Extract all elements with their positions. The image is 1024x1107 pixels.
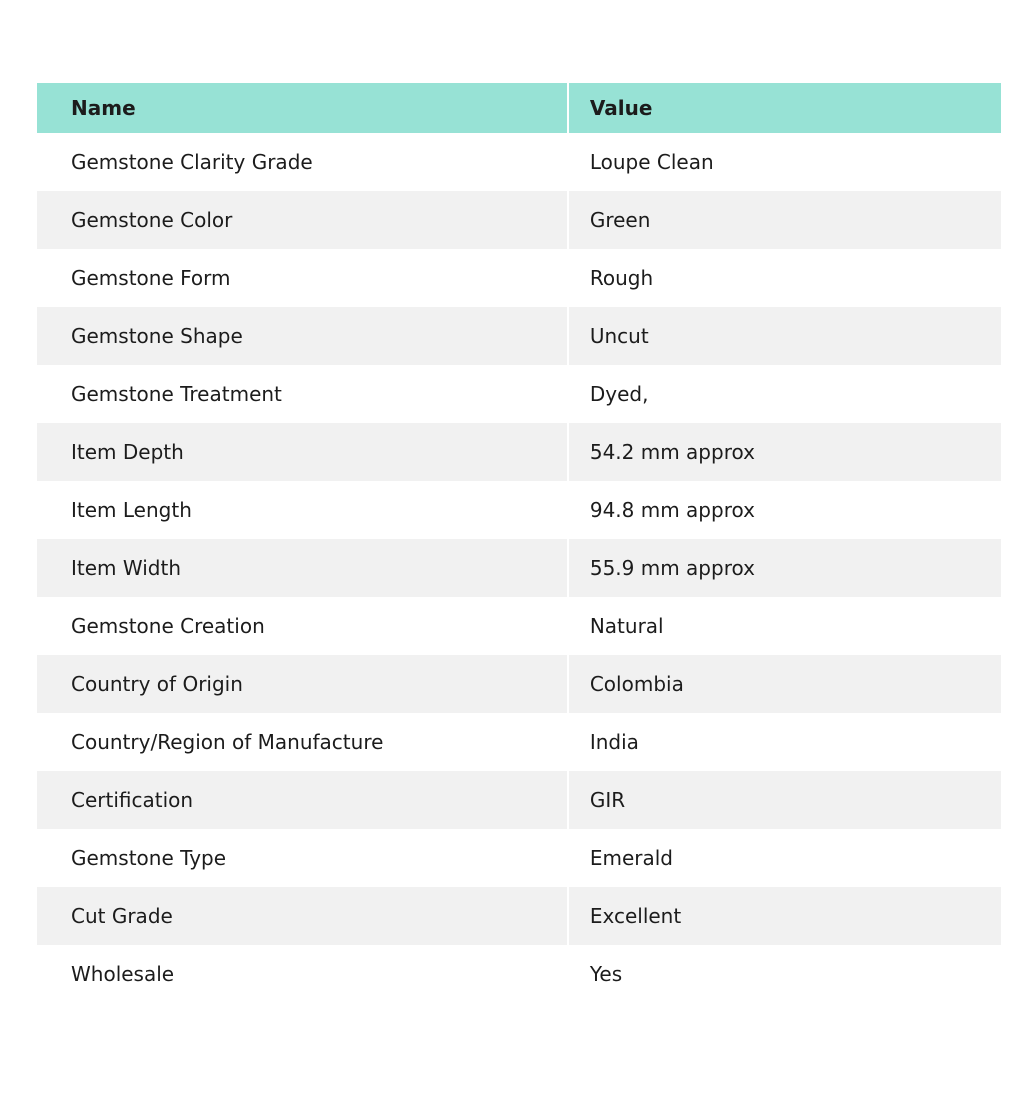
table-row [37,365,1001,423]
column-header-value: Value [568,83,1001,133]
spec-value-cell: Dyed, [568,365,1001,423]
spec-name-cell: Gemstone Creation [37,597,568,655]
spec-value-cell: Colombia [568,655,1001,713]
spec-value-cell: 94.8 mm approx [568,481,1001,539]
spec-value-cell: Loupe Clean [568,133,1001,191]
table-row [37,655,1001,713]
table-row [37,307,1001,365]
spec-name-cell: Gemstone Form [37,249,568,307]
spec-value-cell: Rough [568,249,1001,307]
spec-name-cell: Item Length [37,481,568,539]
spec-name-cell: Gemstone Clarity Grade [37,133,568,191]
table-row [37,829,1001,887]
spec-name-cell: Country of Origin [37,655,568,713]
table-row [37,945,1001,1003]
table-row [37,539,1001,597]
table-row [37,597,1001,655]
table-row [37,771,1001,829]
spec-name-cell: Gemstone Shape [37,307,568,365]
spec-name-cell: Country/Region of Manufacture [37,713,568,771]
table-row [37,133,1001,191]
spec-value-cell: 55.9 mm approx [568,539,1001,597]
table-header-row [37,83,1001,133]
table-row [37,249,1001,307]
spec-value-cell: India [568,713,1001,771]
spec-name-cell: Item Width [37,539,568,597]
spec-value-cell: Natural [568,597,1001,655]
spec-name-cell: Wholesale [37,945,568,1003]
spec-value-cell: Green [568,191,1001,249]
item-specifics-table [37,83,1001,1003]
spec-name-cell: Gemstone Treatment [37,365,568,423]
spec-value-cell: GIR [568,771,1001,829]
spec-value-cell: Excellent [568,887,1001,945]
table-row [37,713,1001,771]
spec-name-cell: Cut Grade [37,887,568,945]
spec-name-cell: Gemstone Type [37,829,568,887]
spec-name-cell: Certification [37,771,568,829]
spec-value-cell: Uncut [568,307,1001,365]
column-header-name: Name [37,83,568,133]
spec-name-cell: Item Depth [37,423,568,481]
spec-name-cell: Gemstone Color [37,191,568,249]
table-row [37,191,1001,249]
table-row [37,481,1001,539]
table-row [37,423,1001,481]
table-body [37,133,1001,1003]
table-row [37,887,1001,945]
spec-value-cell: 54.2 mm approx [568,423,1001,481]
spec-value-cell: Yes [568,945,1001,1003]
spec-value-cell: Emerald [568,829,1001,887]
